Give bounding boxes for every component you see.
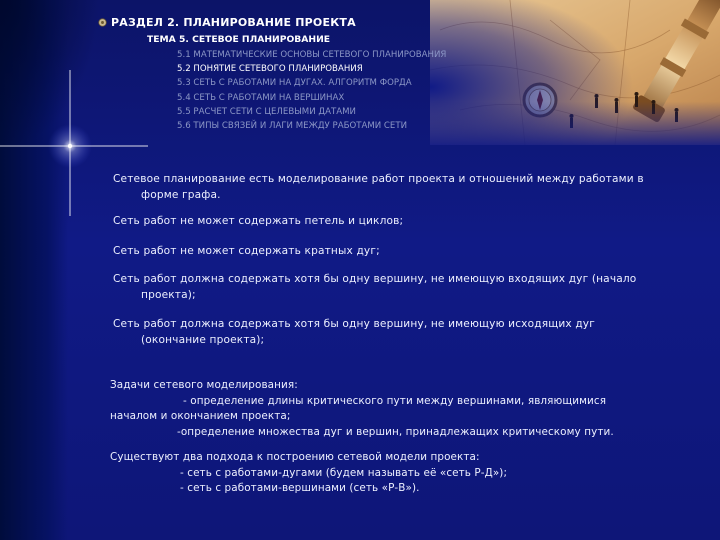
- section-title-text: РАЗДЕЛ 2. ПЛАНИРОВАНИЕ ПРОЕКТА: [111, 16, 356, 29]
- subtopic-item: 5.3 СЕТЬ С РАБОТАМИ НА ДУГАХ. АЛГОРИТМ ФОРДА: [177, 78, 412, 89]
- rule-start-vertex: [113, 272, 683, 303]
- definition-line-2: форме графа.: [141, 188, 221, 201]
- task-item-1-line-2: началом и окончанием проекта;: [110, 410, 291, 422]
- rule-no-loops: Сеть работ не может содержать петель и циклов;: [113, 215, 404, 227]
- rule-end-line-2: (окончание проекта);: [141, 333, 265, 346]
- approach-item-1: - сеть с работами-дугами (будем называть её «сеть Р-Д»);: [180, 466, 508, 479]
- topic-title: ТЕМА 5. СЕТЕВОЕ ПЛАНИРОВАНИЕ: [147, 34, 331, 45]
- rule-start-line-2: проекта);: [141, 288, 196, 301]
- modeling-approaches: [110, 450, 690, 497]
- subtopic-item: 5.6 ТИПЫ СВЯЗЕЙ И ЛАГИ МЕЖДУ РАБОТАМИ СЕТИ: [177, 121, 408, 132]
- rule-start-line-1: Сеть работ должна содержать хотя бы одну вершину, не имеющую входящих дуг (начало: [113, 273, 637, 285]
- definition-paragraph: [113, 172, 683, 203]
- modeling-tasks: [110, 378, 690, 440]
- task-item-2: -определение множества дуг и вершин, принадлежащих критическому пути.: [177, 425, 614, 438]
- tasks-heading: Задачи сетевого моделирования:: [110, 379, 298, 391]
- rule-end-line-1: Сеть работ должна содержать хотя бы одну вершину, не имеющую исходящих дуг: [113, 318, 595, 330]
- rule-no-multiple-arcs: Сеть работ не может содержать кратных дуг;: [113, 245, 380, 257]
- approach-item-2: - сеть с работами-вершинами (сеть «Р-В»).: [180, 482, 420, 494]
- subtopic-item: 5.4 СЕТЬ С РАБОТАМИ НА ВЕРШИНАХ: [177, 92, 345, 103]
- subtopic-item-active: 5.2 ПОНЯТИЕ СЕТЕВОГО ПЛАНИРОВАНИЯ: [177, 64, 363, 75]
- approaches-heading: Существуют два подхода к построению сетевой модели проекта:: [110, 451, 480, 463]
- task-item-1-line-1: - определение длины критического пути между вершинами, являющимися: [183, 394, 607, 407]
- subtopic-item: 5.5 РАСЧЕТ СЕТИ С ЦЕЛЕВЫМИ ДАТАМИ: [177, 106, 356, 117]
- rule-end-vertex: [113, 317, 683, 348]
- subtopic-item: 5.1 МАТЕМАТИЧЕСКИЕ ОСНОВЫ СЕТЕВОГО ПЛАНИРОВАНИЯ: [177, 50, 447, 60]
- definition-line-1: Сетевое планирование есть моделирование работ проекта и отношений между работами в: [113, 173, 644, 185]
